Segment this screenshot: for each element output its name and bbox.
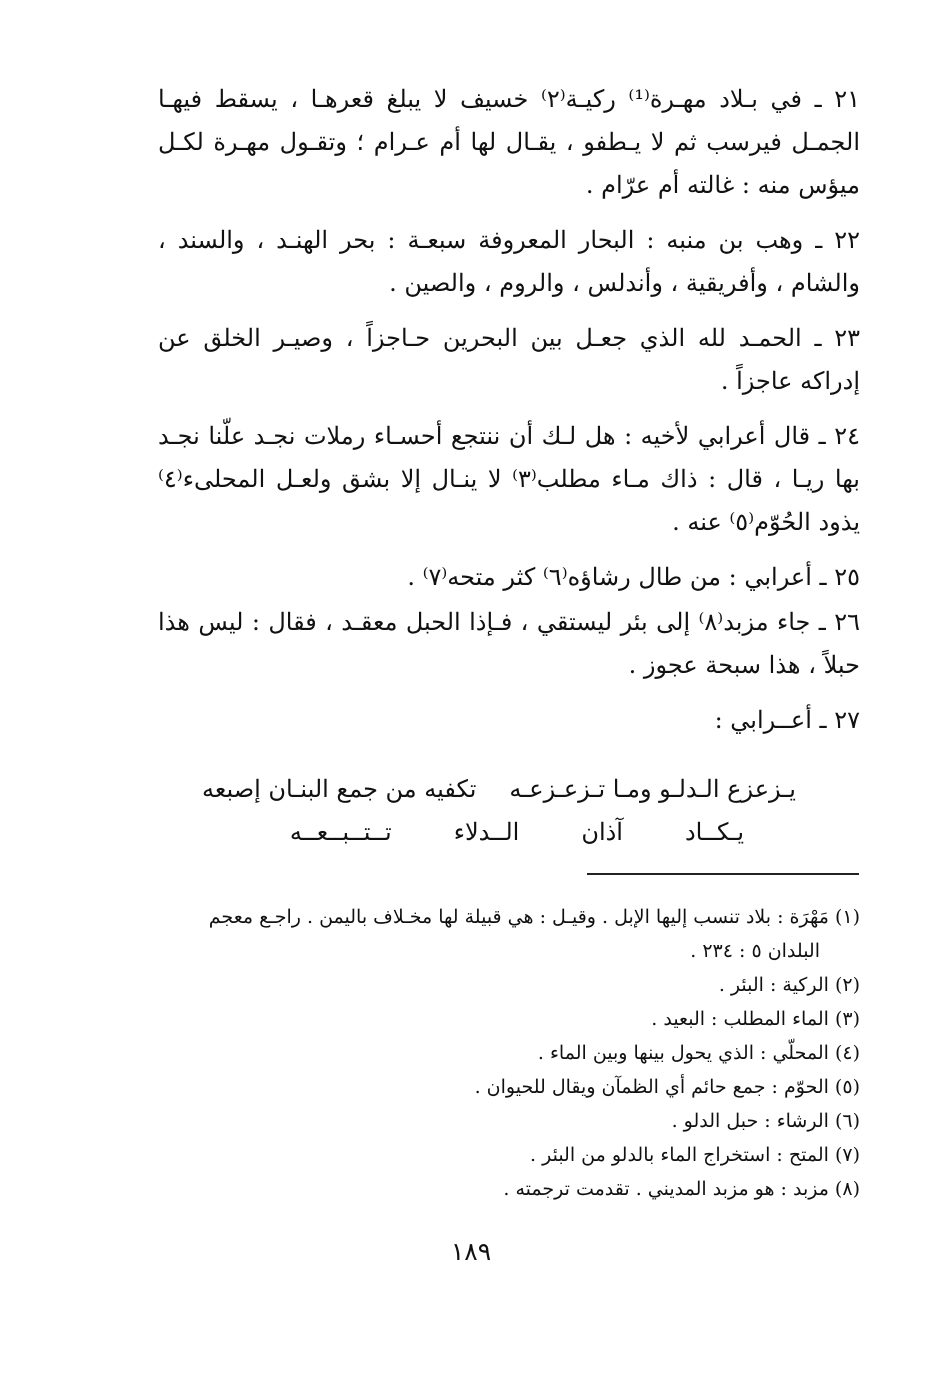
footnotes [158,900,860,1206]
footnote-4: (٤) المحلّي : الذي يحول بينها وبين الماء . [537,1042,860,1064]
footnote-8: (٨) مزبد : هو مزبد المديني . تقدمت ترجمته . [503,1178,860,1200]
footnote-1: (١) مَهْرَة : بلاد تنسب إليها الإبل . وقيـل : هي قبيلة لها مخـلاف باليمن . راجـع معجم البلدان ٥ : ٢٣٤ . [208,906,860,962]
footnote-7: (٧) المتح : استخراج الماء بالدلو من البئر . [530,1144,860,1166]
verse-first-hemistich: يـزعزع الـدلـو ومـا تـزعـزعـه [509,775,796,803]
footnote-2: (٢) الركية : البئر . [718,974,860,996]
footnote-5: (٥) الحوّم : جمع حائم أي الظمآن ويقال للحيوان . [474,1076,860,1098]
paragraph-23: ٢٣ ـ الحمـد لله الذي جعـل بين البحرين حـاجزاً ، وصيـر الخلق عن إدراكه عاجزاً . [158,324,860,395]
verse-line-2 [202,811,796,854]
paragraph-26: ٢٦ ـ جاء مزبد⁽٨⁾ إلى بئر ليستقي ، فـإذا الحبل معقـد ، فقال : ليس هذا حبلاً ، هذا سبحة عجوز . [158,608,860,679]
main-text [158,78,860,854]
footnote-6: (٦) الرشاء : حبل الدلو . [671,1110,860,1132]
poem-verse [158,768,860,854]
verse-word: تــتــبــعــه [289,818,392,846]
paragraph-27: ٢٧ ـ أعــرابي : [714,706,860,734]
paragraph-22: ٢٢ ـ وهب بن منبه : البحار المعروفة سبعـة : بحر الهنـد ، والسند ، والشام ، وأفريقية ، وأندلس ، والروم ، والصين . [158,226,860,297]
verse-line-1 [202,768,796,811]
paragraph-21: ٢١ ـ في بـلاد مهـرة⁽¹⁾ ركيـة⁽٢⁾ خسيف لا يبلغ قعرهـا ، يسقط فيهـا الجمـل فيرسب ثم لا يـطفو ، يقـال لها أم عـرام ؛ وتقـول مهـرة لكـل ميؤس منه : غالته أم عرّام . [158,85,860,199]
verse-word: يـكــاد [684,818,744,846]
paragraph-25: ٢٥ ـ أعرابي : من طال رشاؤه⁽٦⁾ كثر متحه⁽٧⁾ . [407,563,860,591]
footnote-separator [587,873,859,875]
verse-word: آذان [581,818,623,846]
footnote-3: (٣) الماء المطلب : البعيد . [651,1008,860,1030]
paragraph-24: ٢٤ ـ قال أعرابي لأخيه : هل لـك أن ننتجع أحسـاء رملات نجـد علّنا نجـد بها ريـا ، قال : ذاك مـاء مطلب⁽٣⁾ لا ينـال إلا بشق ولعـل المحلىء⁽٤⁾ يذود الحُوّم⁽٥⁾ عنه . [158,422,860,536]
verse-second-hemistich: تكفيه من جمع البنـان إصبعه [202,775,477,803]
verse-word: الــدلاء [453,818,520,846]
page-number: ١٨٩ [450,1237,492,1266]
